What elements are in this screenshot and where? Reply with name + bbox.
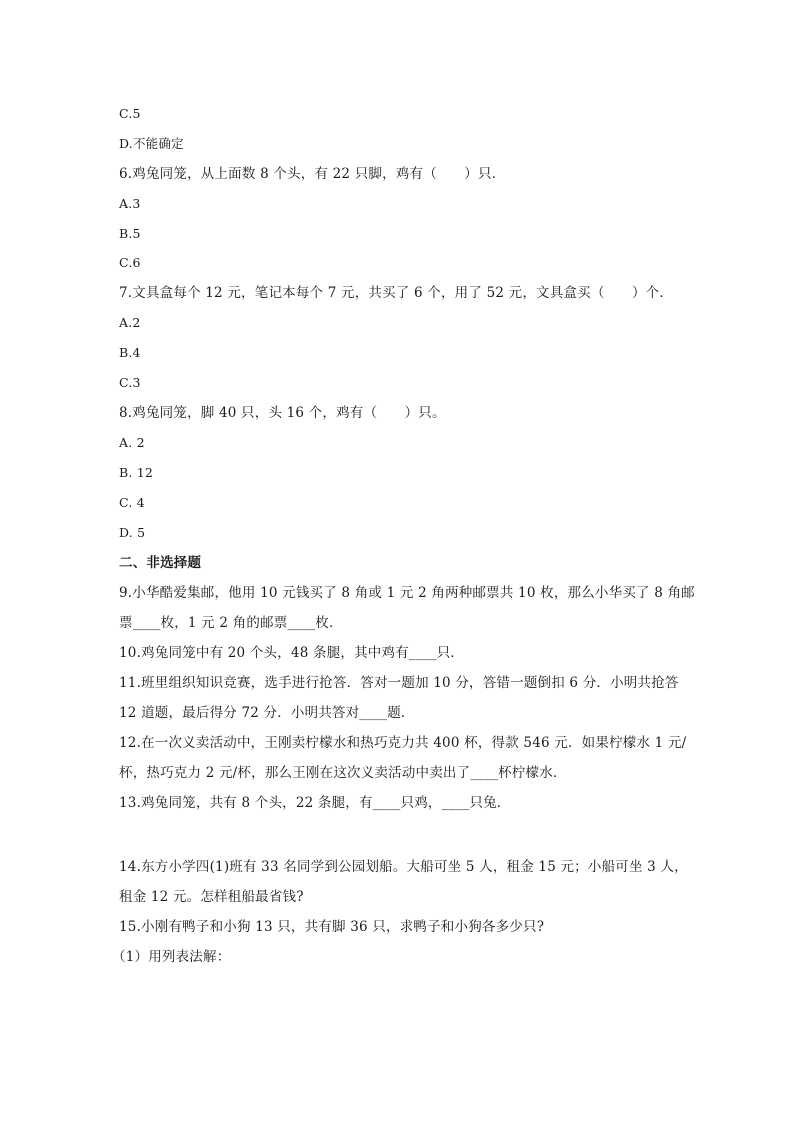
question-8: 8.鸡兔同笼，脚 40 只，头 16 个，鸡有（ ）只。 [119, 405, 446, 421]
q5-option-c: C.5 [119, 106, 141, 121]
q6-option-c: C.6 [119, 255, 141, 270]
question-10: 10.鸡兔同笼中有 20 个头，48 条腿，其中鸡有____只． [119, 645, 465, 661]
question-11-line-2: 12 道题，最后得分 72 分．小明共答对____题． [119, 705, 415, 721]
q7-option-b: B.4 [119, 345, 141, 360]
question-15-part-1: （1）用列表法解： [112, 949, 231, 965]
q8-option-d: D. 5 [119, 525, 146, 540]
question-12-line-2: 杯，热巧克力 2 元/杯，那么王刚在这次义卖活动中卖出了____杯柠檬水． [119, 765, 567, 781]
q6-option-b: B.5 [119, 226, 141, 241]
q8-option-a: A. 2 [119, 435, 145, 450]
question-12-line-1: 12.在一次义卖活动中，王刚卖柠檬水和热巧克力共 400 杯，得款 546 元．如果柠檬水 1 元/ [119, 735, 687, 751]
q8-option-c: C. 4 [119, 495, 145, 510]
q6-option-a: A.3 [119, 196, 141, 211]
q7-option-a: A.2 [119, 315, 141, 330]
q5-option-d: D.不能确定 [119, 136, 184, 151]
q8-option-b: B. 12 [119, 465, 154, 480]
section-heading-non-choice: 二、非选择题 [119, 555, 202, 571]
question-11-line-1: 11.班里组织知识竞赛，选手进行抢答．答对一题加 10 分，答错一题倒扣 6 分．小明共抢答 [119, 675, 679, 691]
question-14-line-1: 14.东方小学四(1)班有 33 名同学到公园划船。大船可坐 5 人，租金 15 元；小船可坐 3 人， [119, 859, 688, 875]
question-6: 6.鸡兔同笼，从上面数 8 个头，有 22 只脚，鸡有（ ）只． [119, 166, 506, 182]
question-7: 7.文具盒每个 12 元，笔记本每个 7 元，共买了 6 个，用了 52 元，文具盒买（ ）个． [119, 285, 674, 301]
question-9-line-1: 9.小华酷爱集邮，他用 10 元钱买了 8 角或 1 元 2 角两种邮票共 10 枚，那么小华买了 8 角邮 [119, 585, 695, 601]
question-15: 15.小刚有鸭子和小狗 13 只，共有脚 36 只，求鸭子和小狗各多少只? [119, 919, 545, 935]
question-14-line-2: 租金 12 元。怎样租船最省钱? [119, 889, 304, 905]
q7-option-c: C.3 [119, 375, 141, 390]
question-13: 13.鸡兔同笼，共有 8 个头，22 条腿，有____只鸡，____只兔． [119, 795, 511, 811]
question-9-line-2: 票____枚，1 元 2 角的邮票____枚． [119, 615, 343, 631]
